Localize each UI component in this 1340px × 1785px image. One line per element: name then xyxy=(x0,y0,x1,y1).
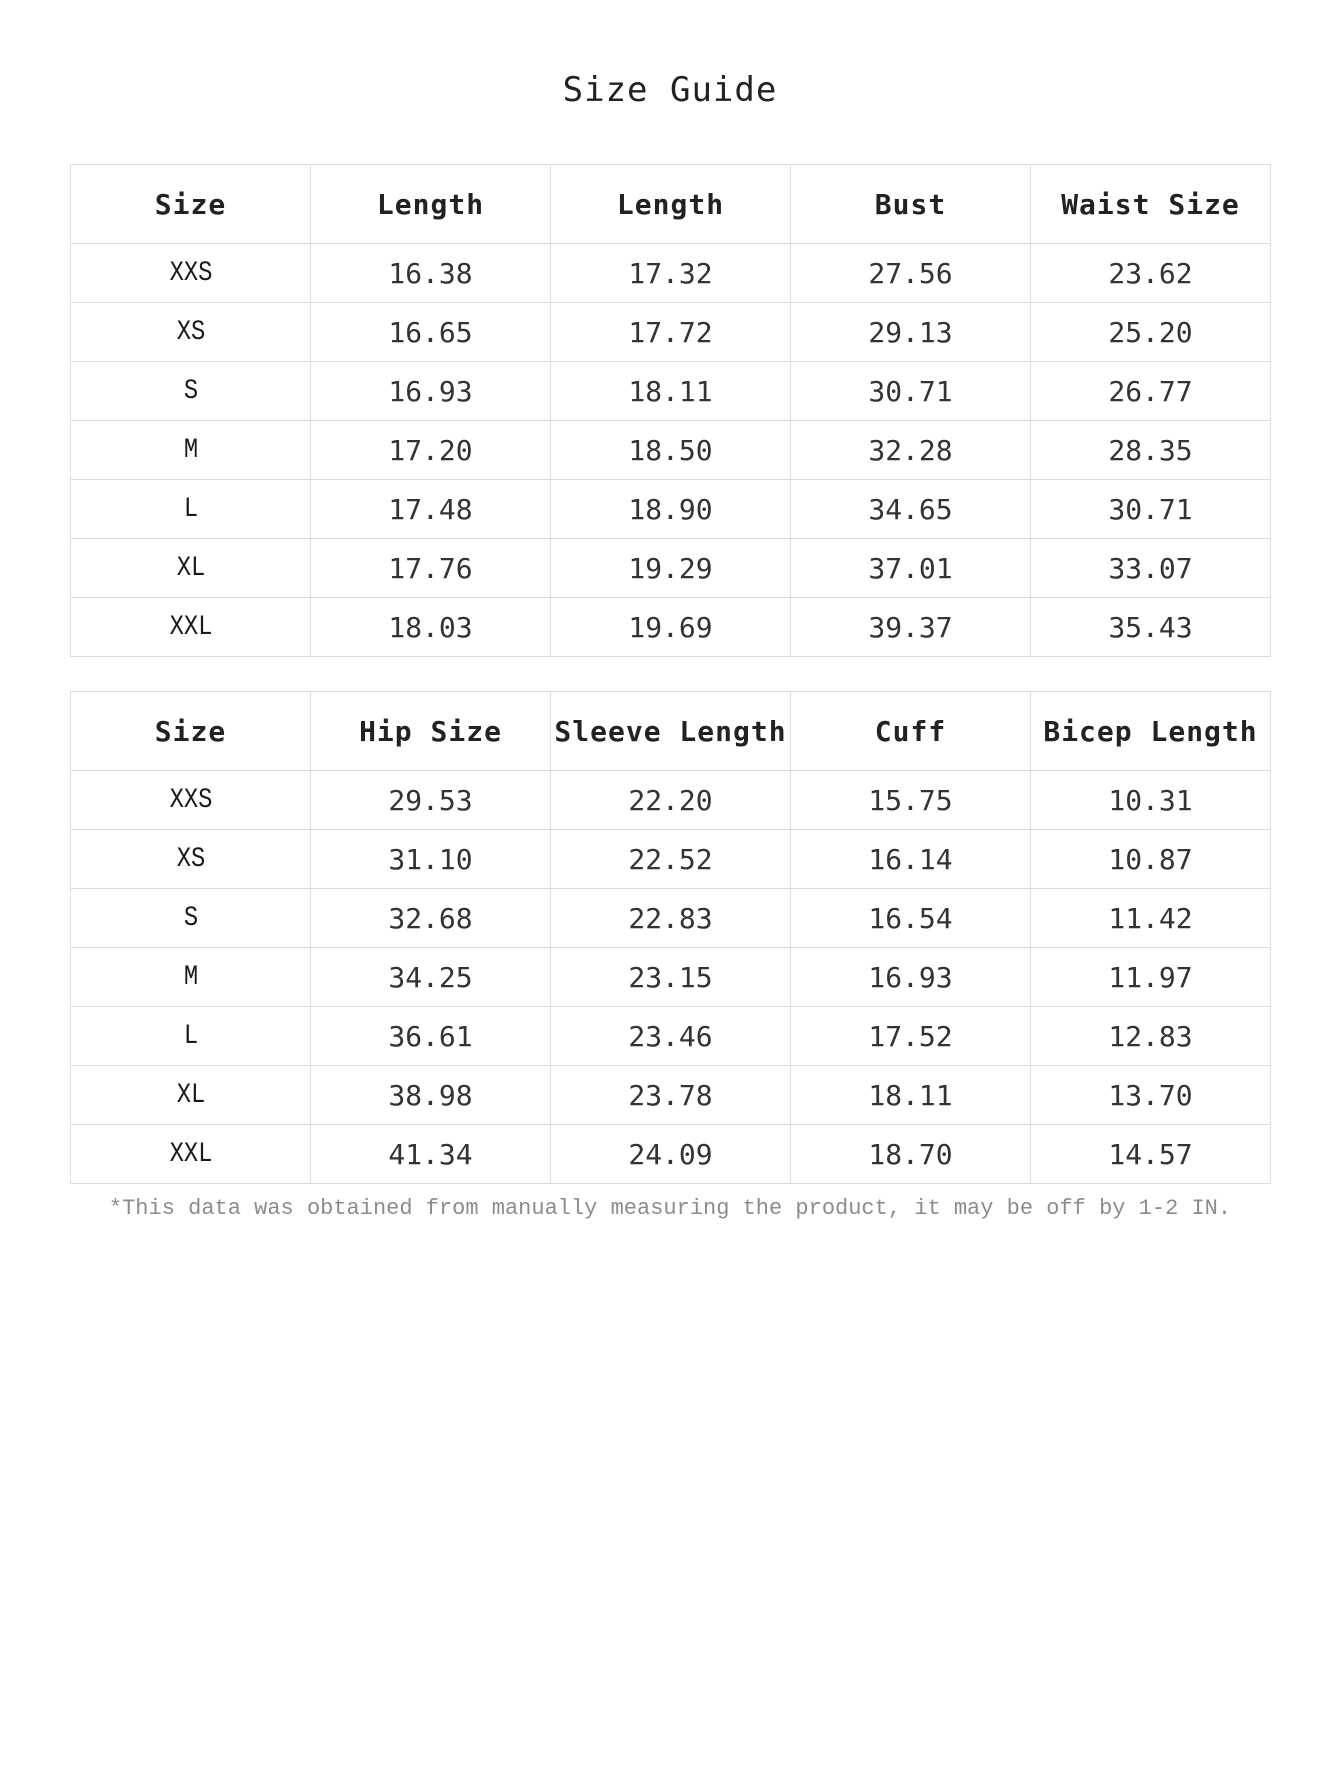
table-cell: 29.53 xyxy=(311,771,551,830)
size-cell: XS xyxy=(89,303,293,362)
table-cell: 19.69 xyxy=(551,598,791,657)
column-header: Length xyxy=(551,165,791,244)
table-row xyxy=(71,362,1271,421)
table-cell: 15.75 xyxy=(791,771,1031,830)
table-cell: 30.71 xyxy=(791,362,1031,421)
table-cell: 23.46 xyxy=(551,1007,791,1066)
table-cell: 17.32 xyxy=(551,244,791,303)
size-table-2 xyxy=(70,691,1271,1184)
table-cell: 17.52 xyxy=(791,1007,1031,1066)
table-cell: 17.48 xyxy=(311,480,551,539)
table-header-row xyxy=(71,165,1271,244)
table-cell: 35.43 xyxy=(1031,598,1271,657)
size-table-1 xyxy=(70,164,1271,657)
table-cell: 16.93 xyxy=(311,362,551,421)
table-row xyxy=(71,244,1271,303)
table-row xyxy=(71,1007,1271,1066)
table-cell: 34.25 xyxy=(311,948,551,1007)
table-cell: 13.70 xyxy=(1031,1066,1271,1125)
table-cell: 12.83 xyxy=(1031,1007,1271,1066)
table-row xyxy=(71,1125,1271,1184)
table-cell: 23.78 xyxy=(551,1066,791,1125)
column-header: Hip Size xyxy=(311,692,551,771)
table-row xyxy=(71,421,1271,480)
table-row xyxy=(71,830,1271,889)
size-cell: XXL xyxy=(89,598,293,657)
table-row xyxy=(71,598,1271,657)
table-cell: 33.07 xyxy=(1031,539,1271,598)
table-cell: 22.52 xyxy=(551,830,791,889)
table-cell: 22.20 xyxy=(551,771,791,830)
table-cell: 14.57 xyxy=(1031,1125,1271,1184)
size-cell: XXL xyxy=(89,1125,293,1184)
table-cell: 24.09 xyxy=(551,1125,791,1184)
table-cell: 23.62 xyxy=(1031,244,1271,303)
table-cell: 39.37 xyxy=(791,598,1031,657)
table-cell: 18.11 xyxy=(791,1066,1031,1125)
column-header: Bicep Length xyxy=(1031,692,1271,771)
table-cell: 22.83 xyxy=(551,889,791,948)
table-cell: 29.13 xyxy=(791,303,1031,362)
table-cell: 26.77 xyxy=(1031,362,1271,421)
table-row xyxy=(71,1066,1271,1125)
table-cell: 18.03 xyxy=(311,598,551,657)
table-cell: 30.71 xyxy=(1031,480,1271,539)
table-cell: 19.29 xyxy=(551,539,791,598)
column-header: Cuff xyxy=(791,692,1031,771)
table-cell: 32.68 xyxy=(311,889,551,948)
size-cell: XL xyxy=(89,1066,293,1125)
page-title: Size Guide xyxy=(562,70,778,110)
column-header: Sleeve Length xyxy=(551,692,791,771)
table-header-row xyxy=(71,692,1271,771)
table-cell: 11.42 xyxy=(1031,889,1271,948)
measurement-disclaimer: *This data was obtained from manually measuring the product, it may be off by 1-2 IN. xyxy=(108,1196,1232,1221)
table-cell: 16.38 xyxy=(311,244,551,303)
table-row xyxy=(71,889,1271,948)
table-cell: 18.50 xyxy=(551,421,791,480)
table-cell: 10.87 xyxy=(1031,830,1271,889)
table-cell: 31.10 xyxy=(311,830,551,889)
table-cell: 34.65 xyxy=(791,480,1031,539)
table-cell: 16.65 xyxy=(311,303,551,362)
table-cell: 16.93 xyxy=(791,948,1031,1007)
table-row xyxy=(71,480,1271,539)
table-cell: 17.76 xyxy=(311,539,551,598)
table-cell: 32.28 xyxy=(791,421,1031,480)
table-cell: 11.97 xyxy=(1031,948,1271,1007)
table-cell: 37.01 xyxy=(791,539,1031,598)
table-cell: 18.90 xyxy=(551,480,791,539)
column-header: Size xyxy=(71,165,311,244)
size-cell: XXS xyxy=(89,244,293,303)
column-header: Length xyxy=(311,165,551,244)
size-cell: L xyxy=(89,1007,293,1066)
size-cell: M xyxy=(89,421,293,480)
table-cell: 28.35 xyxy=(1031,421,1271,480)
table-row xyxy=(71,303,1271,362)
size-cell: M xyxy=(89,948,293,1007)
table-row xyxy=(71,771,1271,830)
table-row xyxy=(71,539,1271,598)
table-cell: 18.70 xyxy=(791,1125,1031,1184)
table-cell: 27.56 xyxy=(791,244,1031,303)
table-cell: 16.14 xyxy=(791,830,1031,889)
column-header: Bust xyxy=(791,165,1031,244)
table-cell: 23.15 xyxy=(551,948,791,1007)
table-cell: 17.72 xyxy=(551,303,791,362)
table-cell: 18.11 xyxy=(551,362,791,421)
size-cell: XL xyxy=(89,539,293,598)
size-cell: L xyxy=(89,480,293,539)
column-header: Waist Size xyxy=(1031,165,1271,244)
table-row xyxy=(71,948,1271,1007)
size-cell: XS xyxy=(89,830,293,889)
table-cell: 17.20 xyxy=(311,421,551,480)
table-cell: 38.98 xyxy=(311,1066,551,1125)
size-cell: XXS xyxy=(89,771,293,830)
table-cell: 36.61 xyxy=(311,1007,551,1066)
size-cell: S xyxy=(89,362,293,421)
table-cell: 41.34 xyxy=(311,1125,551,1184)
table-cell: 16.54 xyxy=(791,889,1031,948)
table-cell: 25.20 xyxy=(1031,303,1271,362)
column-header: Size xyxy=(71,692,311,771)
size-cell: S xyxy=(89,889,293,948)
table-cell: 10.31 xyxy=(1031,771,1271,830)
